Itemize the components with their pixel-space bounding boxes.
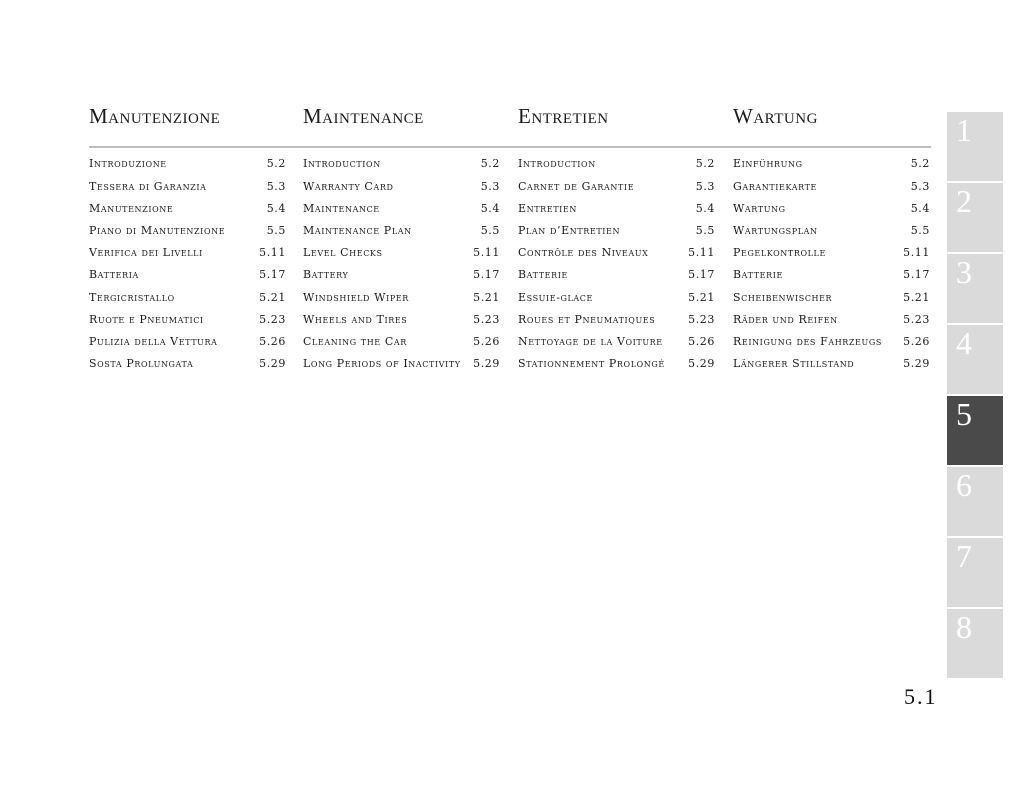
toc-entry[interactable]: [303, 157, 500, 177]
entry-page: 5.11: [688, 246, 715, 259]
entry-label: Plan d’Entretien: [518, 224, 621, 237]
entry-label: Batteria: [89, 268, 139, 281]
toc-entry[interactable]: [89, 268, 286, 288]
entry-label: Räder und Reifen: [733, 313, 838, 326]
toc-entry[interactable]: [303, 291, 500, 311]
entry-label: Roues et Pneumatiques: [518, 313, 656, 326]
entry-label: Ruote e Pneumatici: [89, 313, 204, 326]
toc-entry[interactable]: [518, 157, 715, 177]
header-divider: [89, 146, 931, 148]
entry-label: Cleaning the Car: [303, 335, 407, 348]
entry-page: 5.21: [259, 291, 286, 304]
entry-label: Level Checks: [303, 246, 383, 259]
toc-entry[interactable]: [733, 335, 930, 355]
entry-label: Stationnement Prolongé: [518, 357, 665, 370]
toc-entry[interactable]: [89, 180, 286, 200]
toc-entry[interactable]: [89, 224, 286, 244]
entry-page: 5.3: [695, 180, 715, 193]
chapter-tab-label: 6: [956, 467, 972, 503]
chapter-tab-label: 8: [956, 609, 972, 645]
entry-page: 5.4: [266, 202, 286, 215]
chapter-tab-bar: [947, 112, 1003, 679]
chapter-tab-6[interactable]: [947, 467, 1003, 536]
entry-label: Tergicristallo: [89, 291, 175, 304]
entry-label: Introduzione: [89, 157, 167, 170]
toc-entry[interactable]: [518, 313, 715, 333]
chapter-tab-7[interactable]: [947, 538, 1003, 607]
entry-page: 5.26: [688, 335, 715, 348]
entry-label: Batterie: [733, 268, 783, 281]
toc-entry[interactable]: [303, 268, 500, 288]
entry-page: 5.11: [259, 246, 286, 259]
toc-entry[interactable]: [89, 291, 286, 311]
toc-entry[interactable]: [733, 246, 930, 266]
entry-label: Windshield Wiper: [303, 291, 409, 304]
toc-entry[interactable]: [733, 268, 930, 288]
entry-page: 5.2: [695, 157, 715, 170]
entry-label: Scheibenwischer: [733, 291, 833, 304]
entry-page: 5.2: [266, 157, 286, 170]
toc-entry[interactable]: [518, 202, 715, 222]
entry-page: 5.29: [903, 357, 930, 370]
chapter-tab-2[interactable]: [947, 183, 1003, 252]
toc-entry[interactable]: [733, 180, 930, 200]
toc-entry[interactable]: [303, 202, 500, 222]
toc-entry[interactable]: [303, 224, 500, 244]
toc-entry[interactable]: [518, 224, 715, 244]
entry-label: Carnet de Garantie: [518, 180, 635, 193]
entry-page: 5.21: [473, 291, 500, 304]
toc-entry[interactable]: [518, 268, 715, 288]
chapter-tab-5[interactable]: [947, 396, 1003, 465]
chapter-tab-1[interactable]: [947, 112, 1003, 181]
entry-page: 5.2: [480, 157, 500, 170]
chapter-tab-label: 4: [956, 325, 972, 361]
entry-label: Entretien: [518, 202, 577, 215]
entry-label: Introduction: [518, 157, 596, 170]
entry-page: 5.11: [473, 246, 500, 259]
entry-page: 5.3: [480, 180, 500, 193]
entry-label: Manutenzione: [89, 202, 174, 215]
toc-entry[interactable]: [303, 246, 500, 266]
toc-entry[interactable]: [89, 202, 286, 222]
toc-entry[interactable]: [733, 357, 930, 377]
chapter-tab-label: 2: [956, 183, 972, 219]
entry-page: 5.3: [910, 180, 930, 193]
entry-label: Pegelkontrolle: [733, 246, 826, 259]
entry-page: 5.23: [259, 313, 286, 326]
entry-label: Piano di Manutenzione: [89, 224, 226, 237]
entry-label: Wheels and Tires: [303, 313, 408, 326]
entry-page: 5.23: [903, 313, 930, 326]
entry-label: Battery: [303, 268, 349, 281]
entry-page: 5.17: [259, 268, 286, 281]
column-title: Entretien: [518, 104, 609, 128]
entry-page: 5.23: [688, 313, 715, 326]
toc-entry[interactable]: [518, 291, 715, 311]
chapter-tab-label: 3: [956, 254, 972, 290]
toc-entry[interactable]: [89, 357, 286, 377]
entry-page: 5.21: [903, 291, 930, 304]
column-title: Wartung: [733, 104, 818, 128]
entry-page: 5.29: [473, 357, 500, 370]
entry-label: Wartung: [733, 202, 786, 215]
entry-label: Tessera di Garanzia: [89, 180, 207, 193]
entry-page: 5.5: [266, 224, 286, 237]
entry-page: 5.3: [266, 180, 286, 193]
entry-page: 5.4: [910, 202, 930, 215]
column-title: Manutenzione: [89, 104, 221, 128]
entry-page: 5.4: [695, 202, 715, 215]
entry-page: 5.21: [688, 291, 715, 304]
toc-entry[interactable]: [303, 357, 500, 377]
entry-page: 5.4: [480, 202, 500, 215]
page-number: 5.1: [904, 684, 938, 709]
entry-label: Contrôle des Niveaux: [518, 246, 649, 259]
entry-page: 5.5: [480, 224, 500, 237]
entry-label: Introduction: [303, 157, 381, 170]
toc-entry[interactable]: [89, 335, 286, 355]
entry-label: Wartungsplan: [733, 224, 818, 237]
entry-label: Einführung: [733, 157, 803, 170]
entry-page: 5.11: [903, 246, 930, 259]
chapter-tab-label: 1: [956, 112, 972, 148]
entry-page: 5.23: [473, 313, 500, 326]
chapter-tab-label: 7: [956, 538, 972, 574]
toc-entry[interactable]: [518, 335, 715, 355]
entry-page: 5.5: [910, 224, 930, 237]
toc-entry[interactable]: [518, 246, 715, 266]
toc-entry[interactable]: [89, 157, 286, 177]
entry-page: 5.26: [903, 335, 930, 348]
entry-page: 5.17: [473, 268, 500, 281]
toc-entry[interactable]: [89, 313, 286, 333]
entry-page: 5.26: [259, 335, 286, 348]
entry-page: 5.29: [259, 357, 286, 370]
entry-label: Längerer Stillstand: [733, 357, 855, 370]
chapter-tab-4[interactable]: [947, 325, 1003, 394]
entry-label: Sosta Prolungata: [89, 357, 194, 370]
entry-label: Maintenance: [303, 202, 380, 215]
toc-entry[interactable]: [733, 291, 930, 311]
toc-entry[interactable]: [733, 157, 930, 177]
toc-entry[interactable]: [733, 313, 930, 333]
toc-entry[interactable]: [303, 313, 500, 333]
entry-label: Garantiekarte: [733, 180, 817, 193]
toc-entry[interactable]: [89, 246, 286, 266]
toc-entry[interactable]: [733, 202, 930, 222]
entry-label: Long Periods of Inactivity: [303, 357, 461, 370]
entry-label: Essuie-glace: [518, 291, 593, 304]
chapter-tab-3[interactable]: [947, 254, 1003, 323]
entry-label: Verifica dei Livelli: [89, 246, 203, 259]
entry-page: 5.29: [688, 357, 715, 370]
entry-label: Warranty Card: [303, 180, 394, 193]
toc-entry[interactable]: [518, 180, 715, 200]
toc-entry[interactable]: [733, 224, 930, 244]
entry-label: Reinigung des Fahrzeugs: [733, 335, 882, 348]
entry-label: Nettoyage de la Voiture: [518, 335, 663, 348]
entry-label: Pulizia della Vettura: [89, 335, 218, 348]
entry-page: 5.2: [910, 157, 930, 170]
chapter-tab-label: 5: [956, 396, 972, 432]
entry-page: 5.26: [473, 335, 500, 348]
toc-entry[interactable]: [303, 180, 500, 200]
toc-entry[interactable]: [518, 357, 715, 377]
entry-label: Maintenance Plan: [303, 224, 412, 237]
entry-label: Batterie: [518, 268, 568, 281]
entry-page: 5.5: [695, 224, 715, 237]
chapter-tab-8[interactable]: [947, 609, 1003, 678]
toc-entry[interactable]: [303, 335, 500, 355]
entry-page: 5.17: [688, 268, 715, 281]
entry-page: 5.17: [903, 268, 930, 281]
column-title: Maintenance: [303, 104, 424, 128]
